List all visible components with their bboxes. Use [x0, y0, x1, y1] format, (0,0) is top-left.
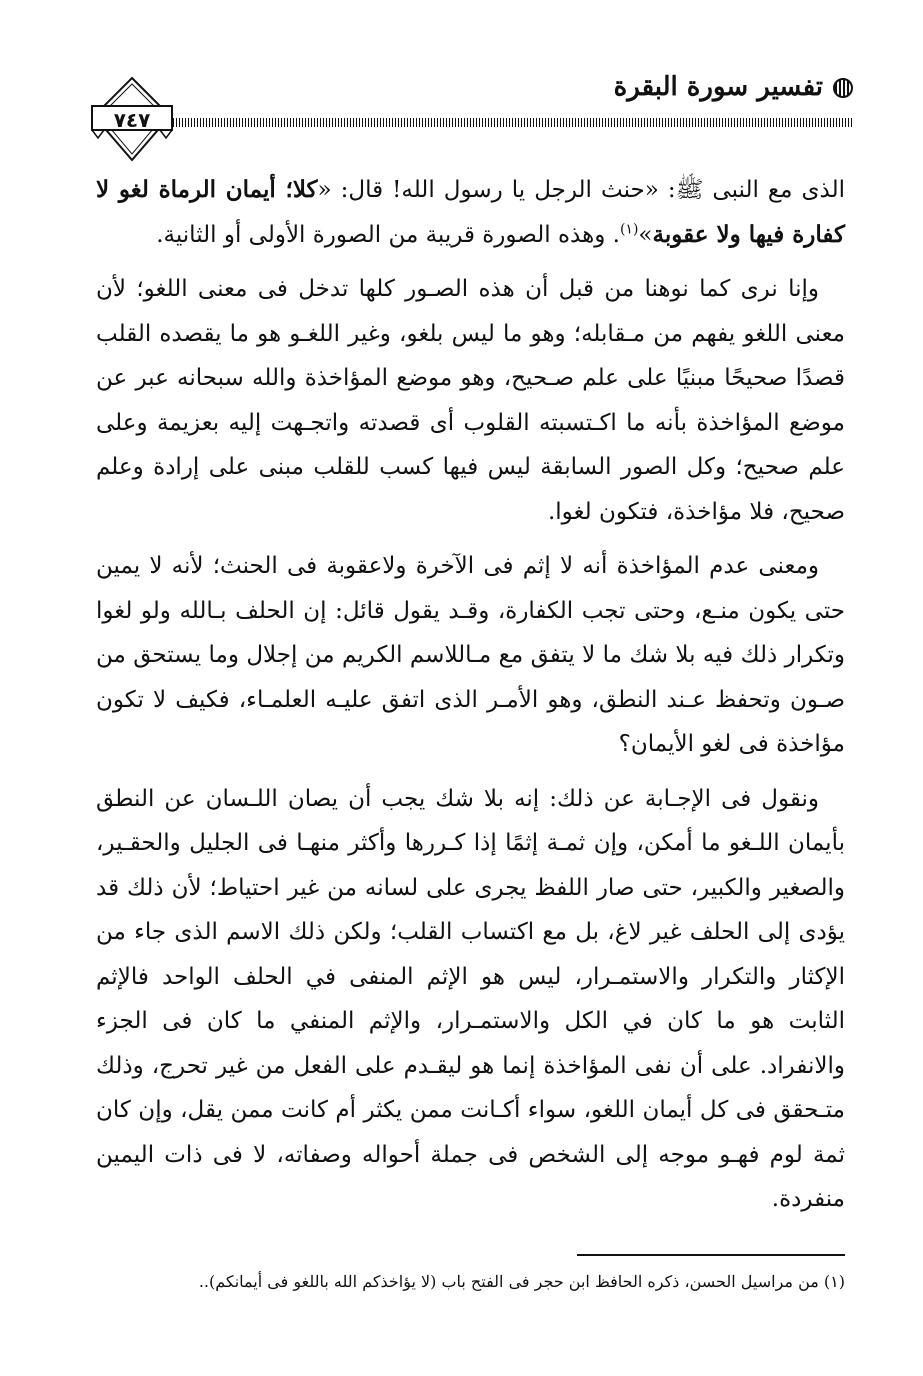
paragraph-2: وإنا نرى كما نوهنا من قبل أن هذه الصـور كلها تدخل فى معنى اللغو؛ لأن معنى اللغو يفهم من مـقابله؛ وهو ما ليس بلغو، وغير اللغـو هو ما يقصده القلب قصدًا صحيحًا مبنيًا على علم صـحيح، وهو موضع المؤاخذة والله سبحانه عبر عن موضع المؤاخذة بأنه ما اكـتسبته القلوب أى قصدته واتجـهت إليه بعزيمة وعلى علم صحيح؛ وكل الصور السابقة ليس فيها كسب للقلب مبنى على إرادة وعلم صحيح، فلا مؤاخذة، فتكون لغوا.: [96, 276, 845, 525]
running-header: [90, 62, 853, 162]
footnote: (١) من مراسيل الحسن، ذكره الحافظ ابن حجر فى الفتح باب (لا يؤاخذكم الله باللغو فى أيمانكم)..: [198, 1272, 845, 1291]
text-run: . وهذه الصورة قريبة من الصورة الأولى أو الثانية.: [156, 221, 620, 248]
page-number: ٧٤٧: [113, 108, 151, 132]
footnote-separator: [577, 1254, 845, 1256]
text-run: الذى مع النبى ﷺ: «حنث الرجل يا رسول الله! قال: «: [317, 177, 845, 203]
rosette-ornament-icon: [833, 78, 853, 98]
page-number-badge: [90, 76, 174, 162]
footnote-reference[interactable]: (١): [619, 220, 639, 237]
paragraph-4: ونقول فى الإجـابة عن ذلك: إنه بلا شك يجب أن يصان اللـسان عن النطق بأيمان اللـغو ما أمكن، وإن ثمـة إثمًا إذا كـررها وأكثر منهـا فى الجليل والحقـير، والصغير والكبير، حتى صار اللفظ يجرى على لسانه من غير احتياط؛ لأن ذلك قد يؤدى إلى الحلف غير لاغ، بل مع اكتساب القلب؛ ولكن ذلك الاسم الذى جاء من الإكثار والتكرار والاستمـرار، ليس هو الإثم المنفى في الحلف الواحد فالإثم الثابت هو ما كان في الكل والاستمـرار، والإثم المنفي ما كان فى الجزء والانفراد. على أن نفى المؤاخذة إنما هو ليقـدم على الفعل من غير تحرج، وذلك متـحقق فى كل أيمان اللغو، سواء أكـانت ممن يكثر أم كانت ممن يقل، وإن كان ثمة لوم فهـو موجه إلى الشخص فى جملة أحواله وصفاته، لا فى ذات اليمين منفردة.: [96, 785, 845, 1212]
paragraph-3: ومعنى عدم المؤاخذة أنه لا إثم فى الآخرة ولاعقوبة فى الحنث؛ لأنه لا يمين حتى يكون منـع، وحتى تجب الكفارة، وقـد يقول قائل: إن الحلف بـالله ولو لغوا وتكرار ذلك فيه بلا شك ما لا يتفق مع مـاللاسم الكريم من إجلال وما يستحق من صـون وتحفظ عـند النطق، وهو الأمـر الذى اتفق عليـه العلمـاء، فكيف لا تكون مؤاخذة فى لغو الأيمان؟: [96, 553, 845, 757]
paragraph-1: [96, 168, 845, 257]
body-text: [96, 168, 845, 1232]
text-run: »: [638, 221, 653, 248]
header-rule: [170, 118, 853, 127]
header-title: تفسير سورة البقرة: [613, 72, 823, 102]
bold-hadith-text: كلا؛ أيمان الرماة لغو لا كفارة فيها ولا عقوبة: [96, 176, 845, 248]
